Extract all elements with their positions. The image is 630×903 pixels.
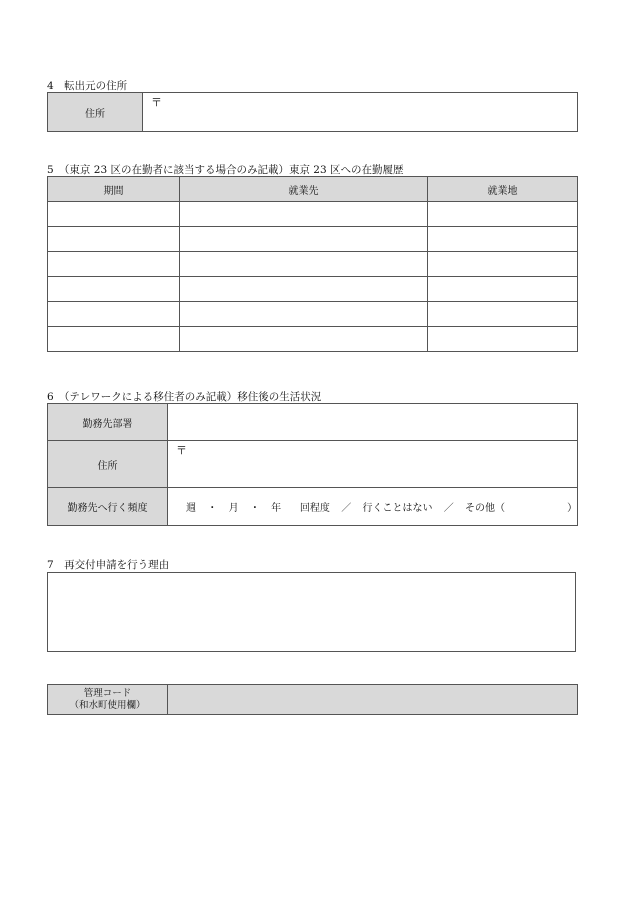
visit-frequency-field <box>168 488 578 526</box>
new-address-label: 住所 <box>48 441 168 488</box>
column-header-period: 期間 <box>48 177 180 202</box>
table-row <box>48 302 578 327</box>
separator-slash: ／ <box>443 503 454 514</box>
frequency-options <box>168 499 577 514</box>
employer-cell[interactable] <box>180 202 428 227</box>
table-row <box>48 252 578 277</box>
option-month[interactable]: 月 <box>228 503 239 514</box>
admin-code-label-line2: （和水町使用欄） <box>69 699 146 711</box>
period-cell[interactable] <box>48 302 180 327</box>
column-header-employer: 就業先 <box>180 177 428 202</box>
previous-address-table <box>47 92 578 132</box>
option-never[interactable]: 行くことはない <box>362 503 433 514</box>
table-row <box>48 227 578 252</box>
telework-status-table <box>47 403 578 526</box>
section6-heading: 6 （テレワークによる移住者のみ記載）移住後の生活状況 <box>47 391 322 403</box>
workplace-cell[interactable] <box>428 252 578 277</box>
separator-slash: ／ <box>341 503 352 514</box>
option-year[interactable]: 年 <box>271 503 282 514</box>
section7-heading: 7 再交付申請を行う理由 <box>47 559 170 571</box>
admin-code-label-line1: 管理コード <box>83 687 132 699</box>
employer-cell[interactable] <box>180 302 428 327</box>
employer-cell[interactable] <box>180 327 428 352</box>
workplace-cell[interactable] <box>428 227 578 252</box>
workplace-department-label: 勤務先部署 <box>48 404 168 441</box>
employer-cell[interactable] <box>180 277 428 302</box>
section4-heading: 4 転出元の住所 <box>47 80 128 92</box>
new-address-field[interactable] <box>168 441 578 488</box>
times-label: 回程度 <box>299 503 330 514</box>
other-close-paren: ） <box>567 503 578 514</box>
postal-mark: 〒 <box>151 96 162 109</box>
period-cell[interactable] <box>48 227 180 252</box>
option-week[interactable]: 週 <box>186 503 196 514</box>
section5-heading: 5 （東京 23 区の在勤者に該当する場合のみ記載）東京 23 区への在勤履歴 <box>47 164 404 176</box>
workplace-cell[interactable] <box>428 327 578 352</box>
postal-mark: 〒 <box>176 444 187 457</box>
period-cell[interactable] <box>48 327 180 352</box>
admin-code-label <box>48 685 168 715</box>
separator-dot: ・ <box>207 503 218 514</box>
admin-code-table <box>47 684 578 715</box>
table-row <box>48 327 578 352</box>
previous-address-field[interactable] <box>143 93 578 132</box>
table-row <box>48 202 578 227</box>
workplace-cell[interactable] <box>428 202 578 227</box>
employer-cell[interactable] <box>180 227 428 252</box>
period-cell[interactable] <box>48 277 180 302</box>
workplace-cell[interactable] <box>428 277 578 302</box>
visit-frequency-label: 勤務先へ行く頻度 <box>48 488 168 526</box>
option-other[interactable]: その他（ <box>465 503 506 514</box>
workplace-department-field[interactable] <box>168 404 578 441</box>
reason-field[interactable] <box>47 572 576 652</box>
separator-dot: ・ <box>249 503 260 514</box>
workplace-cell[interactable] <box>428 302 578 327</box>
address-label: 住所 <box>48 93 143 132</box>
employer-cell[interactable] <box>180 252 428 277</box>
column-header-workplace: 就業地 <box>428 177 578 202</box>
table-row <box>48 277 578 302</box>
admin-code-field <box>168 685 578 715</box>
period-cell[interactable] <box>48 202 180 227</box>
work-history-table <box>47 176 578 352</box>
period-cell[interactable] <box>48 252 180 277</box>
